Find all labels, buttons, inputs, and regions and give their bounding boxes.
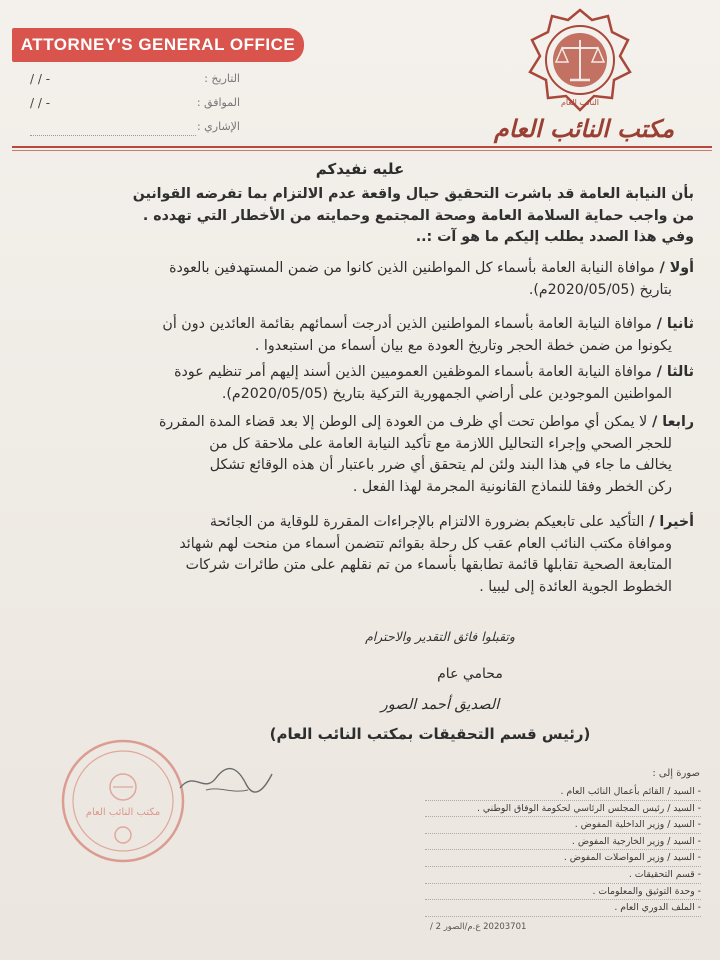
meta-date-label: التاريخ : <box>204 72 240 85</box>
item-fourth <box>34 412 694 498</box>
item-line: موافاة النيابة العامة بأسماء الموظفين العموميين الذين أسند إليهم أمر تنظيم عودة <box>174 364 652 380</box>
meta-corresponding-label: الموافق : <box>196 96 240 109</box>
copy-recipient: - قسم التحقيقات . <box>425 867 701 884</box>
office-banner: ATTORNEY'S GENERAL OFFICE <box>12 28 304 62</box>
meta-date <box>30 72 240 90</box>
item-line: يخالف ما جاء في هذا البند ولئن لم يتحقق أي ضرر باعتبار أن هذه الوقائع تشكل <box>209 457 672 474</box>
item-lead: ثانيا / <box>651 316 694 332</box>
item-line: بتاريخ (2020/05/05م). <box>528 281 672 298</box>
item-line: المتابعة الصحية تقابلها قائمة تطابقها بأسماء من تم نقلهم على متن طائرات شركات <box>185 557 672 574</box>
stamp-text: مكتب النائب العام <box>85 807 161 818</box>
item-line: المواطنين الموجودين على أراضي الجمهورية التركية بتاريخ (2020/05/05م). <box>221 385 672 402</box>
copy-recipient: - السيد / وزير المواصلات المفوض . <box>425 850 701 867</box>
item-line: التأكيد على تابعيكم بضرورة الالتزام بالإجراءات المقررة للوقاية من الجائحة <box>209 514 645 530</box>
item-lead: أخيرا / <box>644 514 694 530</box>
meta-reference <box>30 120 240 138</box>
item-lead: رابعا / <box>647 414 694 430</box>
meta-date-value: / / - <box>30 72 51 86</box>
copies-title: صورة إلى : <box>652 768 700 779</box>
copy-recipient: - وحدة التوثيق والمعلومات . <box>425 884 701 901</box>
footer-reference: 20203701 ع.م/الصور 2 / <box>430 922 527 932</box>
greeting: عليه نفيدكم <box>315 160 405 178</box>
header-divider <box>12 146 712 148</box>
item-lead: ثالثا / <box>651 364 694 380</box>
copy-recipient: - السيد / وزير الداخلية المفوض . <box>425 817 701 834</box>
signatory-name: الصديق أحمد الصور <box>380 697 500 713</box>
item-line: لا يمكن أي مواطن تحت أي ظرف من العودة إلى الوطن إلا بعد قضاء المدة المقررة <box>158 414 648 430</box>
office-title-ar: مكتب النائب العام <box>493 114 675 143</box>
official-stamp-icon <box>58 735 188 870</box>
intro-line: من واجب حماية السلامة العامة وصحة المجتمع وحمايته من الأخطار التي تهدده . <box>142 207 694 224</box>
copy-recipient: - الملف الدوري العام . <box>425 900 701 917</box>
intro-line: وفي هذا الصدد يطلب إليكم ما هو آت :.. <box>415 229 694 246</box>
handwritten-signature-icon <box>176 760 276 800</box>
item-line: للحجر الصحي وإجراء التحاليل اللازمة مع تأكيد النيابة العامة على ملاحقة كل من <box>209 435 672 452</box>
item-line: موافاة النيابة العامة بأسماء كل المواطنين الذين كانوا من ضمن المستهدفين بالعودة <box>169 260 655 276</box>
item-line: موافاة النيابة العامة بأسماء المواطنين الذين أدرجت أسمائهم بقائمة العائدين دون أن <box>162 316 652 332</box>
item-line: الخطوط الجوية العائدة إلى ليبيا . <box>479 578 672 595</box>
copy-recipient: - السيد / القائم بأعمال النائب العام . <box>425 784 701 801</box>
item-line: ركن الخطر وفقا للنماذج القانونية المجرمة لهذا الفعل . <box>352 478 672 495</box>
emblem-text: النائب العام <box>560 98 600 107</box>
item-lead: أولا / <box>654 260 694 276</box>
meta-corresponding-value: / / - <box>30 96 51 110</box>
item-final <box>34 512 694 598</box>
scales-emblem-icon <box>520 6 640 114</box>
copy-recipient: - السيد / وزير الخارجية المفوض . <box>425 834 701 851</box>
item-second <box>34 314 694 357</box>
meta-reference-line <box>30 135 196 136</box>
item-third <box>34 362 694 405</box>
item-first <box>34 258 694 301</box>
meta-corresponding <box>30 96 240 114</box>
item-line: وموافاة مكتب النائب العام عقب كل رحلة بقوائم تتضمن أسماء من منحت لهم شهائد <box>179 535 672 552</box>
item-line: يكونوا من ضمن خطة الحجر وتاريخ العودة مع بيان أسماء من استبعدوا . <box>254 337 672 354</box>
copy-recipient: - السيد / رئيس المجلس الرئاسي لحكومة الوفاق الوطني . <box>425 801 701 818</box>
intro-paragraph <box>34 184 694 249</box>
closing-line: وتقبلوا فائق التقدير والاحترام <box>365 629 515 644</box>
header-divider-thin <box>12 150 712 151</box>
intro-line: بأن النيابة العامة قد باشرت التحقيق حيال واقعة عدم الالتزام بما تفرضه القوانين <box>132 186 694 202</box>
copies-list <box>425 784 701 917</box>
signatory-title: محامي عام <box>437 666 503 682</box>
meta-reference-label: الإشاري : <box>196 120 240 133</box>
signatory-position: (رئيس قسم التحقيقات بمكتب النائب العام) <box>269 725 591 743</box>
